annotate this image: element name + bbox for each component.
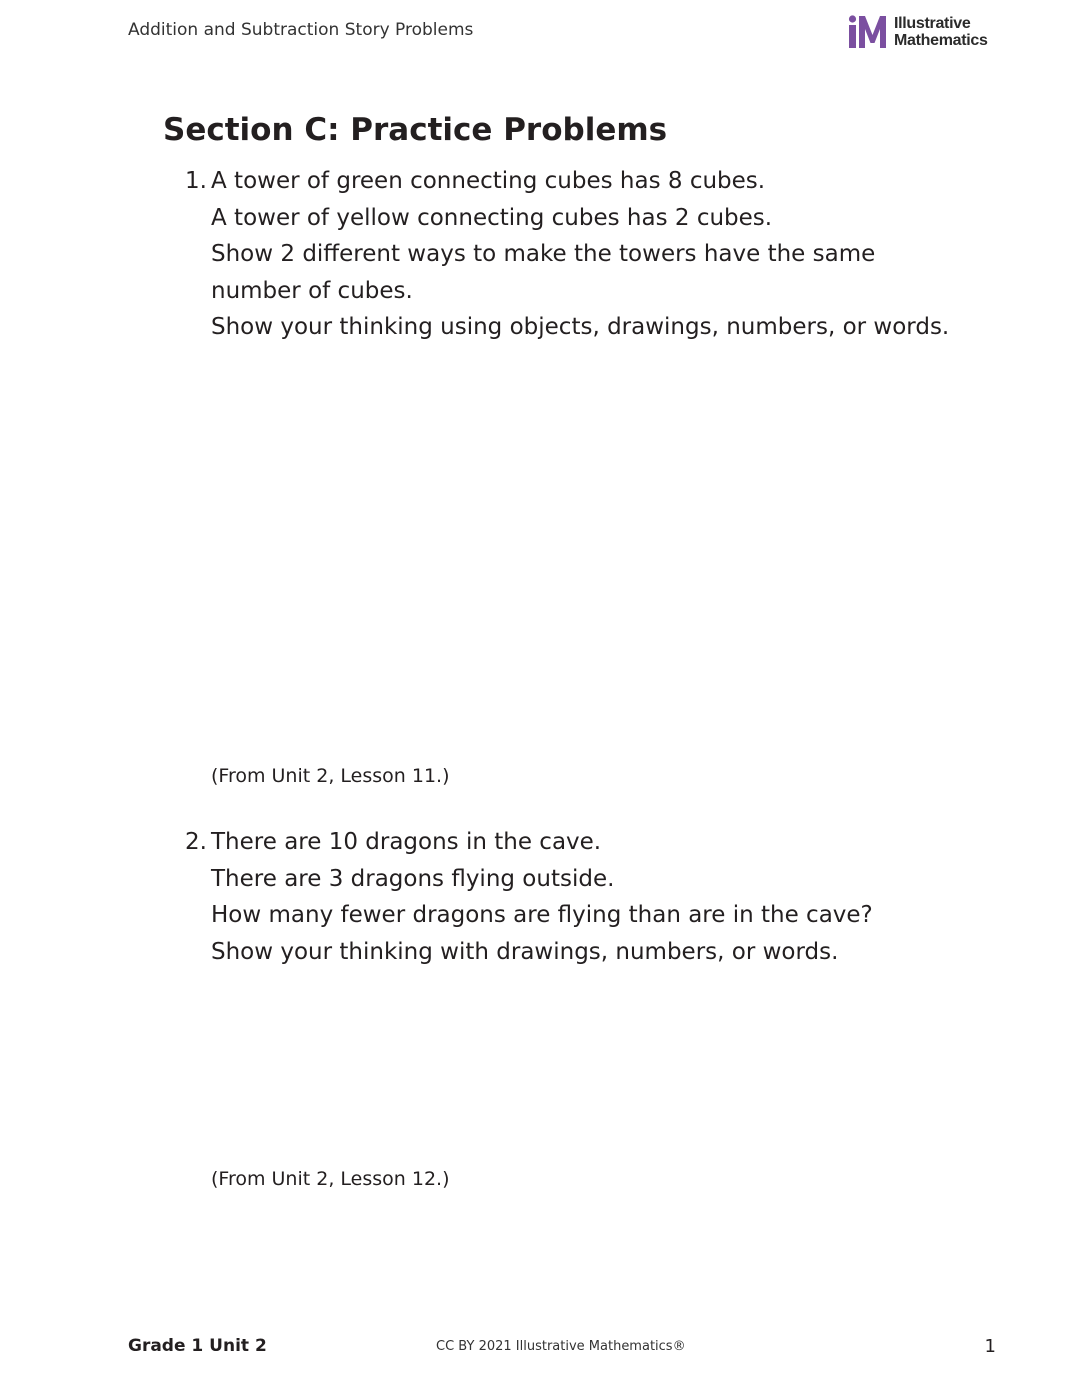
page-number: 1: [984, 1336, 996, 1357]
illustrative-mathematics-logo-icon: [848, 15, 888, 49]
problem-1: [185, 163, 1005, 346]
problem-line: Show your thinking with drawings, numbers, or words.: [211, 938, 839, 965]
problem-line: How many fewer dragons are flying than are in the cave?: [211, 902, 873, 928]
logo-line-2: Mathematics: [894, 32, 988, 49]
problem-line: There are 10 dragons in the cave.: [211, 829, 602, 855]
problem-line: Show your thinking using objects, drawings, numbers, or words.: [211, 314, 950, 340]
copyright-notice: CC BY 2021 Illustrative Mathematics®: [436, 1339, 686, 1354]
problem-line: number of cubes.: [211, 277, 413, 304]
logo-wordmark: [894, 15, 988, 49]
document-title: Addition and Subtraction Story Problems: [128, 20, 474, 40]
problem-2-source: (From Unit 2, Lesson 12.): [211, 1168, 450, 1190]
section-title: Section C: Practice Problems: [163, 112, 668, 148]
logo-line-1: Illustrative: [894, 15, 971, 32]
problem-text: [211, 163, 1005, 346]
problem-line: Show 2 different ways to make the towers have the same: [211, 241, 876, 267]
problem-line: A tower of yellow connecting cubes has 2 cubes.: [211, 204, 773, 231]
grade-unit-label: Grade 1 Unit 2: [128, 1336, 267, 1356]
problem-text: [211, 824, 1005, 970]
problem-line: There are 3 dragons flying outside.: [211, 865, 615, 892]
problem-2: [185, 824, 1005, 970]
problem-number: 2.: [185, 829, 207, 855]
illustrative-mathematics-logo: [848, 14, 988, 50]
problem-1-source: (From Unit 2, Lesson 11.): [211, 765, 450, 787]
problem-line: A tower of green connecting cubes has 8 cubes.: [211, 168, 766, 194]
problem-number: 1.: [185, 168, 207, 194]
